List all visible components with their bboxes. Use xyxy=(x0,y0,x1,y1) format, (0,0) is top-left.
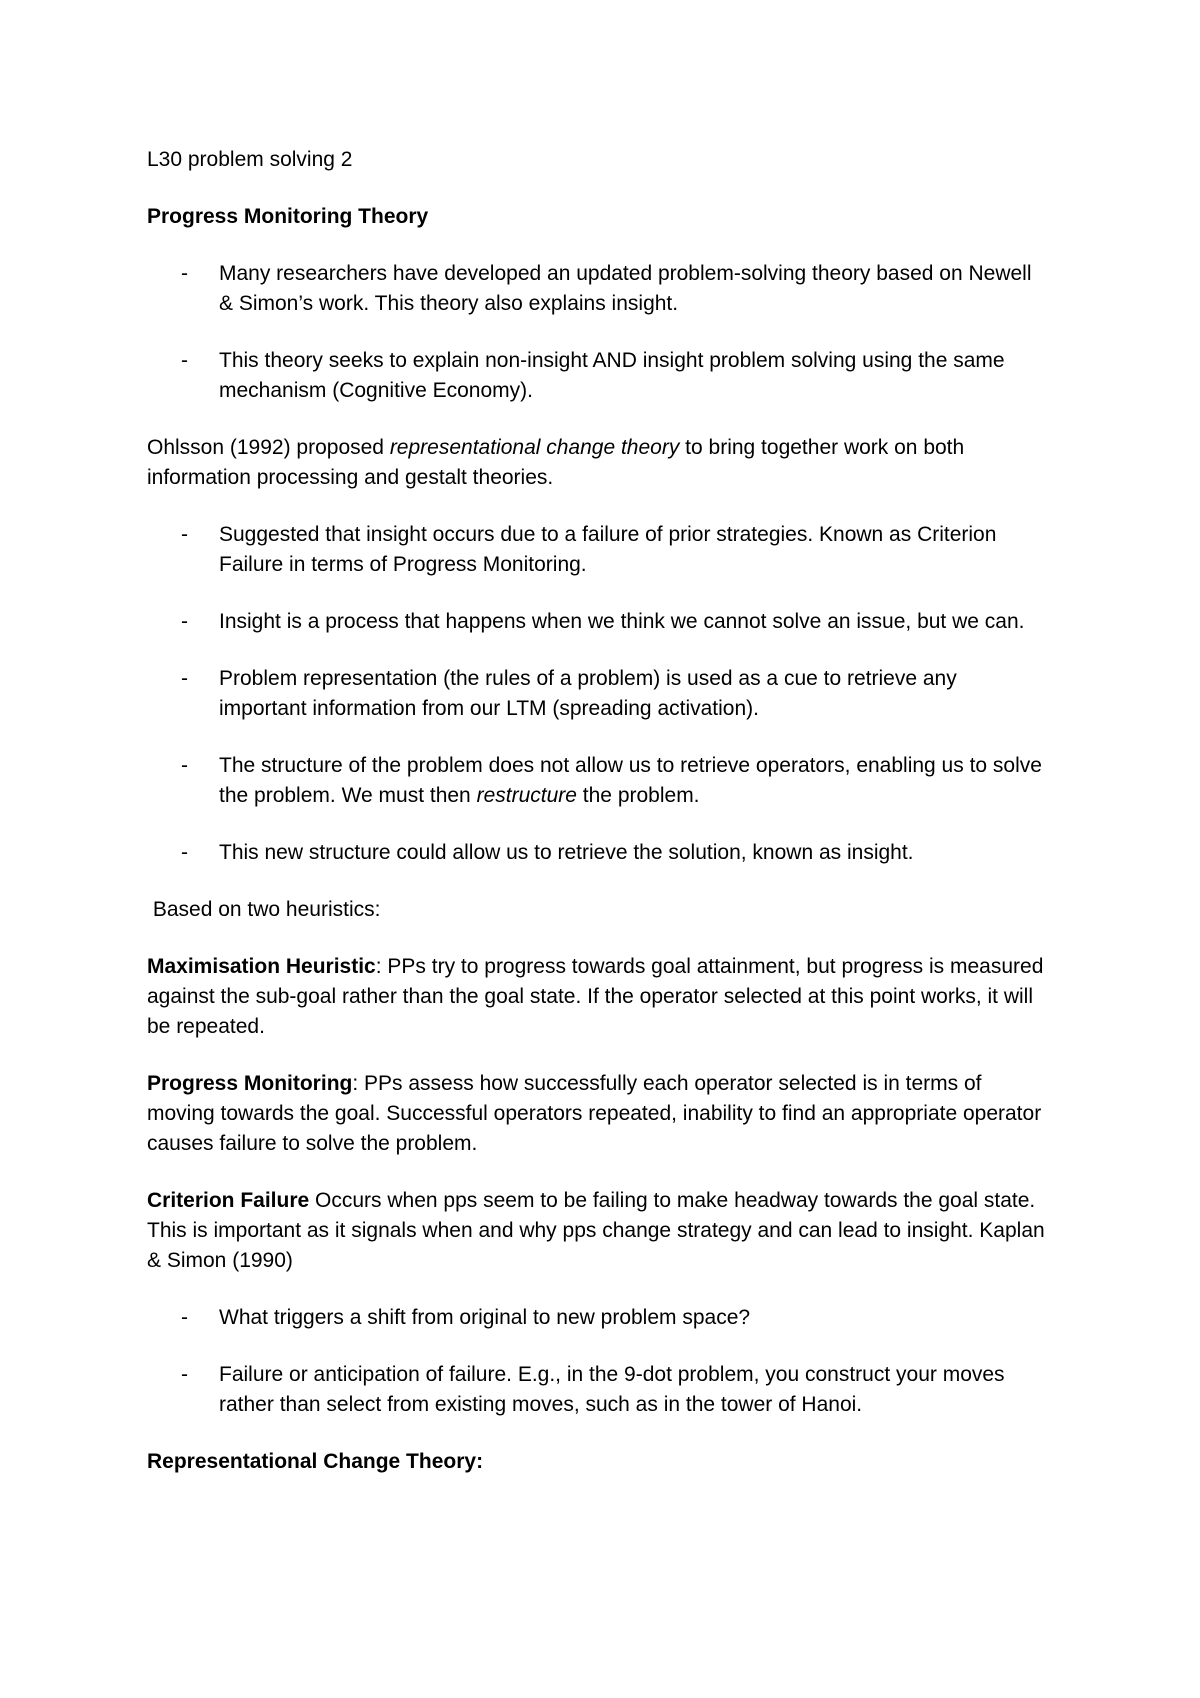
restructure-text-pre: The structure of the problem does not allow us to retrieve operators, enabling us to solve the problem. We must then xyxy=(219,754,1042,807)
section-heading-progress-monitoring-theory: Progress Monitoring Theory xyxy=(147,205,429,228)
list-item xyxy=(147,520,1047,580)
progress-monitoring-paragraph xyxy=(147,1069,1047,1159)
restructure-text-italic: restructure xyxy=(476,784,577,807)
bullet-dash: - xyxy=(181,523,188,546)
criterion-failure-paragraph xyxy=(147,1186,1047,1276)
heuristics-intro: Based on two heuristics: xyxy=(147,898,381,921)
list-item-text xyxy=(219,754,1042,807)
bullet-dash: - xyxy=(181,667,188,690)
ohlsson-paragraph xyxy=(147,433,1047,493)
bullet-dash: - xyxy=(181,754,188,777)
bullet-dash: - xyxy=(181,349,188,372)
bullet-dash: - xyxy=(181,262,188,285)
maximisation-text: : PPs try to progress towards goal attainment, but progress is measured against the sub-goal rather than the goal state. If the operator selected at this point works, it will be repeated. xyxy=(147,955,1044,1038)
restructure-text-post: the problem. xyxy=(576,784,700,807)
document-title: L30 problem solving 2 xyxy=(147,148,353,171)
criterion-text: Occurs when pps seem to be failing to make headway towards the goal state. This is important as it signals when and why pps change strategy and can lead to insight. Kaplan & Simon (1990) xyxy=(147,1189,1045,1272)
list-item-text: What triggers a shift from original to new problem space? xyxy=(219,1306,751,1329)
list-item xyxy=(147,1360,1047,1420)
progress-label: Progress Monitoring xyxy=(147,1072,353,1095)
list-item-text: This theory seeks to explain non-insight AND insight problem solving using the same mechanism (Cognitive Economy). xyxy=(219,349,1005,402)
ohlsson-text-pre: Ohlsson (1992) proposed xyxy=(147,436,390,459)
list-item-text: Suggested that insight occurs due to a failure of prior strategies. Known as Criterion Failure in terms of Progress Monitoring. xyxy=(219,523,997,576)
list-item xyxy=(147,1303,1047,1333)
document-page xyxy=(147,145,1047,1477)
ohlsson-text-italic: representational change theory xyxy=(389,436,680,459)
list-item-text: Insight is a process that happens when we think we cannot solve an issue, but we can. xyxy=(219,610,1025,633)
bullet-dash: - xyxy=(181,1363,188,1386)
maximisation-label: Maximisation Heuristic xyxy=(147,955,376,978)
bullet-dash: - xyxy=(181,610,188,633)
bullet-dash: - xyxy=(181,1306,188,1329)
list-item xyxy=(147,751,1047,811)
list-item xyxy=(147,346,1047,406)
section-heading-representational-change-theory: Representational Change Theory: xyxy=(147,1450,484,1473)
criterion-label: Criterion Failure xyxy=(147,1189,310,1212)
list-item xyxy=(147,664,1047,724)
list-item xyxy=(147,838,1047,868)
list-item-text: This new structure could allow us to retrieve the solution, known as insight. xyxy=(219,841,914,864)
list-item-text: Many researchers have developed an updated problem-solving theory based on Newell & Simon’s work. This theory also explains insight. xyxy=(219,262,1032,315)
progress-text: : PPs assess how successfully each operator selected is in terms of moving towards the goal. Successful operators repeated, inability to find an appropriate operator causes failure to solve the problem. xyxy=(147,1072,1042,1155)
list-item xyxy=(147,607,1047,637)
ohlsson-text-post: to bring together work on both information processing and gestalt theories. xyxy=(147,436,965,489)
list-item-text: Problem representation (the rules of a problem) is used as a cue to retrieve any important information from our LTM (spreading activation). xyxy=(219,667,957,720)
bullet-dash: - xyxy=(181,841,188,864)
maximisation-heuristic-paragraph xyxy=(147,952,1047,1042)
list-item xyxy=(147,259,1047,319)
list-item-text: Failure or anticipation of failure. E.g., in the 9-dot problem, you construct your moves rather than select from existing moves, such as in the tower of Hanoi. xyxy=(219,1363,1005,1416)
